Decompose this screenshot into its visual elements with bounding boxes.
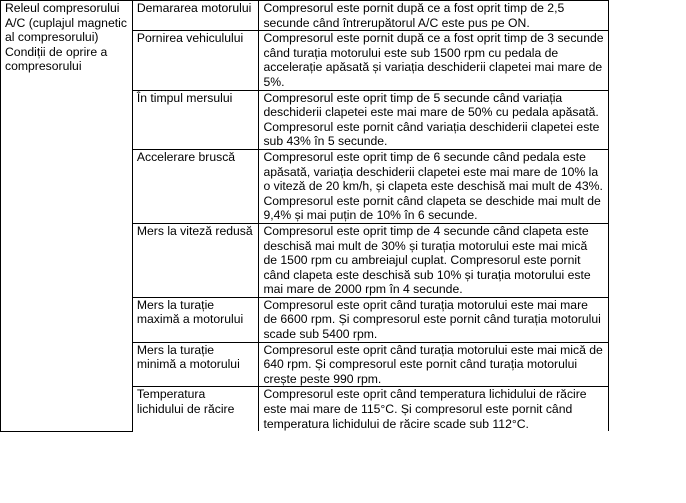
condition-cell: În timpul mersului: [132, 90, 259, 149]
side-label-relay: Releul compresorului A/C (cuplajul magnetic al compresorului): [5, 1, 127, 45]
condition-cell: Pornirea vehiculului: [132, 31, 259, 90]
description-cell: Compresorul este oprit când turația motorului este mai mică de 640 rpm. Și compresorul este pornit când turația motorului crește peste 990 rpm.: [259, 342, 609, 387]
condition-cell: Temperatura lichidului de răcire: [132, 387, 259, 431]
table-row: [1, 1, 609, 31]
condition-cell: Mers la viteză redusă: [132, 223, 259, 297]
description-cell: Compresorul este oprit timp de 6 secunde când pedala este apăsată, variația deschiderii clapetei este mai mare de 10% la o viteză de 20 km/h, și clapeta este deschisă mai mult de 43%. Compresorul este pornit când clapeta se deschide mai mult de 9,4% și mai puțin de 10% în 6 secunde.: [259, 149, 609, 223]
description-cell: Compresorul este oprit timp de 5 secunde când variația deschiderii clapetei este mai mare de 50% cu pedala apăsată. Compresorul este pornit când variația deschiderii clapetei este sub 43% în 5 secunde.: [259, 90, 609, 149]
description-cell: Compresorul este pornit după ce a fost oprit timp de 3 secunde când turația motorului este sub 1500 rpm cu pedala de accelerație apăsată și variația deschiderii clapetei mai mare de 5%.: [259, 31, 609, 90]
condition-cell: Mers la turație minimă a motorului: [132, 342, 259, 387]
condition-cell: Mers la turație maximă a motorului: [132, 297, 259, 342]
side-label-stop-conditions: Condiții de oprire a compresorului: [5, 44, 108, 74]
condition-cell: Demararea motorului: [132, 1, 259, 31]
condition-cell: Accelerare bruscă: [132, 149, 259, 223]
description-cell: Compresorul este pornit după ce a fost oprit timp de 2,5 secunde când întrerupătorul A/C este pus pe ON.: [259, 1, 609, 31]
side-label-cell: [1, 1, 133, 432]
description-cell: Compresorul este oprit când turația motorului este mai mare de 6600 rpm. Și compresorul este pornit când turația motorului scade sub 5400 rpm.: [259, 297, 609, 342]
description-cell: Compresorul este oprit când temperatura lichidului de răcire este mai mare de 115°C. Și compresorul este pornit când temperatura lichidului de răcire scade sub 112°C.: [259, 387, 609, 431]
description-cell: Compresorul este oprit timp de 4 secunde când clapeta este deschisă mai mult de 30% și turația motorului este mai mică de 1500 rpm cu ambreiajul cuplat. Compresorul este pornit când clapeta este deschisă sub 10% și turația motorului este mai mare de 2000 rpm în 4 secunde.: [259, 223, 609, 297]
